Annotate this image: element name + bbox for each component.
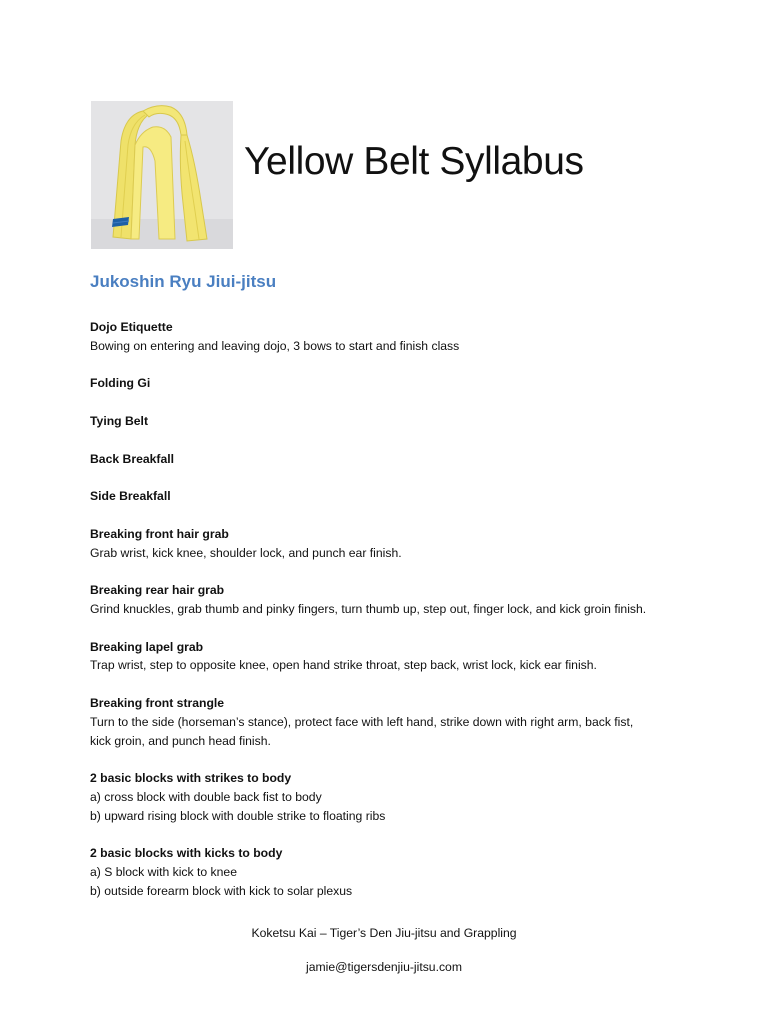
section-dojo-etiquette <box>90 318 690 356</box>
section-front-strangle <box>90 694 690 750</box>
section-line: a) cross block with double back fist to body <box>90 789 322 804</box>
section-line: Grab wrist, kick knee, shoulder lock, and punch ear finish. <box>90 545 402 560</box>
syllabus-sections <box>90 318 690 920</box>
section-line: b) upward rising block with double strike to floating ribs <box>90 808 386 823</box>
footer-email: jamie@tigersdenjiu-jitsu.com <box>306 960 462 974</box>
section-line: Bowing on entering and leaving dojo, 3 bows to start and finish class <box>90 338 460 353</box>
section-heading: 2 basic blocks with kicks to body <box>90 846 283 861</box>
section-heading: Side Breakfall <box>90 489 171 504</box>
page-title: Yellow Belt Syllabus <box>244 140 584 183</box>
section-line: a) S block with kick to knee <box>90 865 237 880</box>
section-line: b) outside forearm block with kick to solar plexus <box>90 883 353 898</box>
section-line: Grind knuckles, grab thumb and pinky fingers, turn thumb up, step out, finger lock, and kick groin finish. <box>90 601 647 616</box>
section-tying-belt <box>90 412 690 431</box>
section-back-breakfall <box>90 450 690 469</box>
section-heading: 2 basic blocks with strikes to body <box>90 771 292 786</box>
section-heading: Dojo Etiquette <box>90 320 173 334</box>
section-side-breakfall <box>90 487 690 506</box>
section-line: Trap wrist, step to opposite knee, open hand strike throat, step back, wrist lock, kick ear finish. <box>90 658 597 673</box>
yellow-belt-photo-icon <box>91 101 233 249</box>
section-lapel-grab <box>90 638 690 676</box>
section-heading: Tying Belt <box>90 413 149 428</box>
section-blocks-strikes <box>90 769 690 825</box>
section-heading: Breaking front hair grab <box>90 526 229 541</box>
section-front-hair-grab <box>90 525 690 563</box>
section-heading: Breaking lapel grab <box>90 639 204 654</box>
section-heading: Breaking front strangle <box>90 695 225 710</box>
page-subtitle: Jukoshin Ryu Jiui-jitsu <box>90 272 277 291</box>
section-folding-gi <box>90 374 690 393</box>
footer-organization: Koketsu Kai – Tiger’s Den Jiu-jitsu and Grappling <box>251 926 517 940</box>
section-line: Turn to the side (horseman’s stance), protect face with left hand, strike down with right arm, back fist, <box>90 714 634 729</box>
section-rear-hair-grab <box>90 581 690 619</box>
section-heading: Back Breakfall <box>90 451 175 466</box>
section-line: kick groin, and punch head finish. <box>90 733 271 748</box>
section-heading: Folding Gi <box>90 376 151 391</box>
section-heading: Breaking rear hair grab <box>90 583 225 598</box>
section-blocks-kicks <box>90 844 690 900</box>
